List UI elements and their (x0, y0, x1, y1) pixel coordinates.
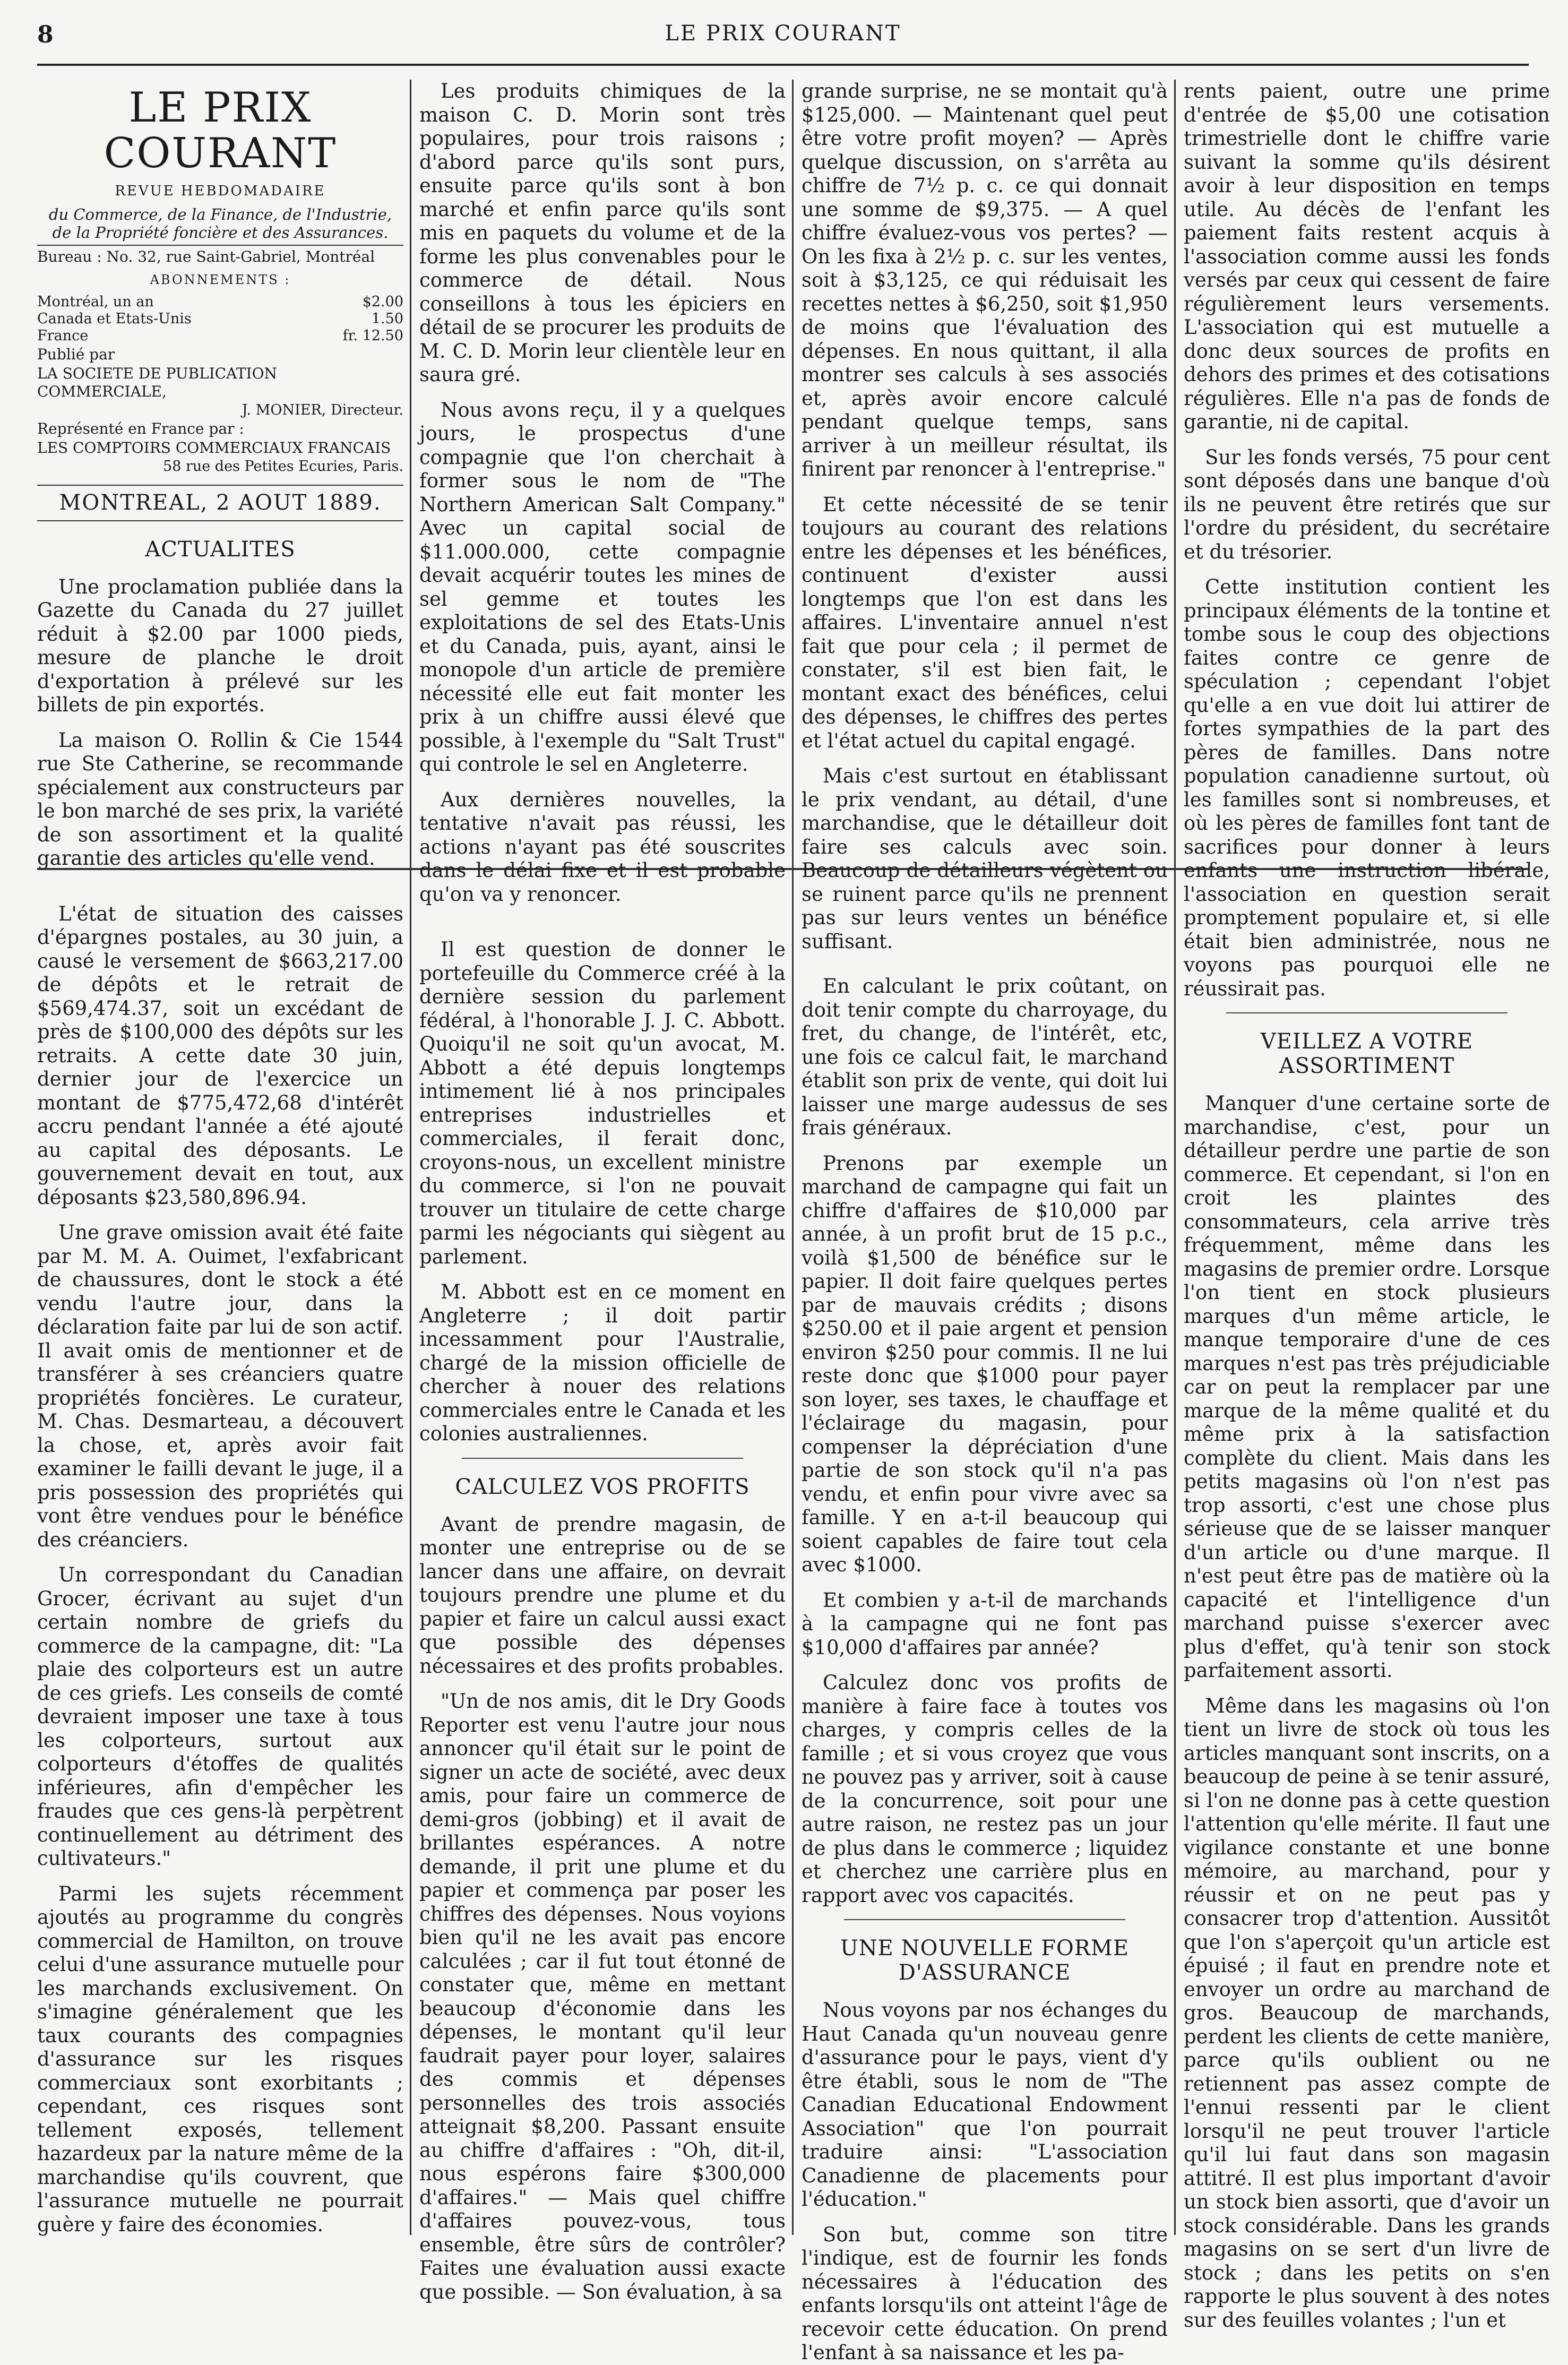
article-paragraph: L'état de situation des caisses d'épargnes postales, au 30 juin, a causé le versement de $663,217.00 de dépôts et le retrait de $569,474.37, soit un excédant de près de $100,000 des dépôts sur les retraits. A cette date 30 juin, dernier jour de l'exercice un montant de $775,472,68 d'intérêt accru pendant l'année a été ajouté au capital des déposants. Le gouvernement devait en tout, aux déposants $23,580,896.94. (37, 902, 403, 1209)
director: J. MONIER, Directeur. (242, 402, 403, 418)
article-paragraph: Il est question de donner le portefeuille du Commerce créé à la dernière session du parlement fédéral, à l'honorable J. J. C. Abbott. Quoiqu'il ne soit qu'un avocat, M. Abbott a été depuis longtemps intimement lié à nos principales entreprises industrielles et commerciales, il ferait donc, croyons-nous, un excellent ministre du commerce, si l'on ne pouvait trouver un titulaire de cette charge parmi les négociants qui siègent au parlement. (419, 938, 786, 1268)
article-paragraph: Les produits chimiques de la maison C. D. Morin sont très populaires, pour trois raisons ; d'abord parce qu'ils sont purs, ensuite parce qu'ils sont à bon marché et enfin parce qu'ils sont mis en paquets du volume et de la forme les plus convenables pour le commerce de détail. Nous conseillons à tous les épiciers en détail de se procurer les produits de M. C. D. Morin leur clientèle leur en saura gré. (419, 80, 786, 386)
page-number: 8 (37, 21, 54, 48)
column-rule (1174, 80, 1176, 2235)
section-title-calculez: CALCULEZ VOS PROFITS (455, 1474, 750, 1499)
article-paragraph: "Un de nos amis, dit le Dry Goods Reporter est venu l'autre jour nous annoncer qu'il était sur le point de signer un acte de société, avec deux amis, pour faire un commerce de demi-gros (jobbing) et il avait de brillantes espérances. A notre demande, il prit une plume et du papier et commença par poser les chiffres des dépenses. Nous voyions bien qu'il ne les avait pas encore calculées ; car il fut tout étonné de constater que, même en mettant beaucoup d'économie dans les dépenses, le montant qu'il leur faudrait payer pour loyer, salaires des commis et dépenses personnelles des trois associés atteignait $8,200. Passant ensuite au chiffre d'affaires : "Oh, dit-il, nous espérons faire $300,000 d'affaires." — Mais quel chiffre d'affaires pouvez-vous, tous ensemble, être sûrs de contrôler? Faites une évaluation aussi exacte que possible. — Son évaluation, à sa (419, 1690, 786, 2303)
section-title-assurance: UNE NOUVELLE FORME D'ASSURANCE (840, 1936, 1130, 1985)
subscriptions-label: ABONNEMENTS : (150, 272, 291, 287)
article-paragraph: Sur les fonds versés, 75 pour cent sont déposés dans une banque d'où ils ne peuvent être retirés que sur l'ordre du président, du secrétaire et du trésorier. (1184, 445, 1550, 563)
article-paragraph: Mais c'est surtout en établissant le prix vendant, au détail, d'une marchandise, que le détailleur doit faire ses calculs avec soin. Beaucoup de détailleurs végètent ou se ruinent parce qu'ils ne prennent pas sur leurs ventes un bénéfice suffisant. (802, 764, 1168, 953)
column-rule (792, 80, 794, 2235)
column-4 (1184, 80, 1550, 2332)
article-paragraph: Une grave omission avait été faite par M. M. A. Ouimet, l'exfabricant de chaussures, dont le stock a été vendu l'autre jour, dans la déclaration faite par lui de son actif. Il avait omis de mentionner et de transférer à ses créanciers quatre propriétés foncières. Le curateur, M. Chas. Desmarteau, a découvert la chose, et, après avoir fait examiner le failli devant le juge, il a pris possession des propriétés qui vont être vendues pour le bénéfice des créanciers. (37, 1221, 403, 1551)
running-header (37, 21, 1529, 66)
bureau-address: Bureau : No. 32, rue Saint-Gabriel, Montréal (37, 247, 375, 265)
france-rep: LES COMPTOIRS COMMERCIAUX FRANCAIS (37, 439, 391, 457)
publisher: LA SOCIETE DE PUBLICATION COMMERCIALE, (37, 365, 278, 400)
article-paragraph: Calculez donc vos profits de manière à faire face à toutes vos charges, y compris celles de la famille ; et si vous croyez que vous ne pouvez pas y arriver, soit à cause de la concurrence, soit pour une autre raison, ne restez pas un jour de plus dans le commerce ; liquidez et cherchez une carrière plus en rapport avec vos capacités. (802, 1671, 1168, 1907)
article-paragraph: Avant de prendre magasin, de monter une entreprise ou de se lancer dans une affaire, on devrait toujours prendre une plume et du papier et faire un calcul aussi exact que possible des dépenses nécessaires et des profits probables. (419, 1512, 786, 1678)
article-paragraph: Un correspondant du Canadian Grocer, écrivant au sujet d'un certain nombre de griefs du commerce de la campagne, dit: "La plaie des colporteurs est un autre de ces griefs. Les conseils de comté devraient imposer une taxe à tous les colporteurs, surtout aux colporteurs d'étoffes de qualités inférieures, afin d'empêcher les fraudes que ces gens-là perpètrent continuellement au détriment des cultivateurs." (37, 1563, 403, 1870)
article-paragraph: Aux dernières nouvelles, la tentative n'avait pas réussi, les actions n'ayant pas été souscrites dans le délai fixe et il est probable qu'on va y renoncer. (419, 788, 786, 906)
article-paragraph: Manquer d'une certaine sorte de marchandise, c'est, pour un détailleur perdre une partie de son commerce. Et cependant, si l'on en croit les plaintes des consommateurs, cela arrive très fréquemment, même dans les magasins de premier ordre. Lorsque l'on tient en stock plusieurs marques d'un même article, le manque temporaire d'une de ces marques n'est pas très préjudiciable car on peut la remplacer par une marque de la même qualité et du même prix à la satisfaction complète du client. Mais dans les petits magasins où l'on n'est pas trop assorti, c'est une chose plus sérieuse que de se laisser manquer d'un article ou d'une marque. Il n'est peut être pas de matière où la capacité et l'intelligence d'un marchand puisse s'exercer avec plus d'effet, qu'à tenir son stock parfaitement assorti. (1184, 1092, 1550, 1682)
france-rep-label: Représenté en France par : (37, 420, 244, 437)
article-paragraph: Et cette nécessité de se tenir toujours au courant des relations entre les dépenses et les bénéfices, continuent d'exister aussi longtemps que l'on est dans les affaires. L'inventaire annuel n'est fait que pour cela ; il permet de constater, s'il est bien fait, le montant exact des bénéfices, celui des dépenses, le chiffres des pertes et l'état actuel du capital engagé. (802, 493, 1168, 752)
column-2 (419, 80, 786, 2303)
article-paragraph: M. Abbott est en ce moment en Angleterre ; il doit partir incessamment pour l'Australie, chargé de la mission officielle de chercher à nouer des relations commerciales entre le Canada et les colonies australiennes. (419, 1280, 786, 1445)
column-1 (37, 80, 403, 2235)
article-paragraph: Une proclamation publiée dans la Gazette du Canada du 27 juillet réduit à $2.00 par 1000 pieds, mesure de planche le droit d'exportation à prélevé sur les billets de pin exportés. (37, 575, 403, 716)
article-paragraph: En calculant le prix coûtant, on doit tenir compte du charroyage, du fret, du change, de l'intérêt, etc, une fois ce calcul fait, le marchand établit son prix de vente, qui doit lui laisser une marge audessus de ses frais généraux. (802, 975, 1168, 1139)
section-title-veillez: VEILLEZ A VOTRE ASSORTIMENT (1260, 1029, 1474, 1078)
article-paragraph: Nous avons reçu, il y a quelques jours, le prospectus d'une compagnie que l'on cherchait à former sous le nom de "The Northern American Salt Company." Avec un capital social de $11.000.000, cette compagnie devait acquérir toutes les mines de sel gemme et toutes les exploitations de sel des Etats-Unis et du Canada, puis, ayant, ainsi le monopole d'un article de première nécessité elle eut fait monter les prix à un chiffre aussi élevé que possible, à l'exemple du "Salt Trust" qui controle le sel en Angleterre. (419, 398, 786, 776)
separator (462, 1458, 743, 1459)
article-paragraph: Son but, comme son titre l'indique, est de fournir les fonds nécessaires à l'éducation des enfants lorsqu'ils ont atteint l'âge de recevoir cette éducation. On prend l'enfant à sa naissance et les pa- (802, 2223, 1168, 2364)
article-paragraph: Cette institution contient les principaux éléments de la tontine et tombe sous le coup des objections faites contre ce genre de spéculation ; cependant l'objet qu'elle a en vue doit lui attirer de fortes sympathies de la part des pères de familles. Dans notre population canadienne surtout, où les familles sont si nombreuses, et où les pères de familles font tant de sacrifices pour donner à leurs enfants une instruction libérale, l'association en question serait promptement populaire et, si elle était bien administrée, nous ne voyons pas pourquoi elle ne réussirait pas. (1184, 575, 1550, 1000)
dateline: MONTREAL, 2 AOUT 1889. (37, 485, 403, 521)
france-address: 58 rue des Petites Ecuries, Paris. (163, 458, 403, 475)
column-rule (410, 80, 411, 2235)
article-paragraph: grande surprise, ne se montait qu'à $125,000. — Maintenant quel peut être votre profit moyen? — Après quelque discussion, on s'arrêta au chiffre de 7½ p. c. ce qui donnait une somme de $9,375. — A quel chiffre évaluez-vous vos pertes? — On les fixa à 2½ p. c. sur les ventes, soit à $3,125, ce qui réduisait les recettes nettes à $6,250, soit $1,950 de moins que l'évaluation des dépenses. En nous quittant, il alla montrer ses calculs à ses associés et, après avoir encore calculé pendant quelque temps, sans arriver à un meilleur résultat, ils finirent par renoncer à l'entreprise." (802, 80, 1168, 480)
article-paragraph: Même dans les magasins où l'on tient un livre de stock où tous les articles manquant sont inscrits, on a beaucoup de peine à se tenir assuré, si l'on ne donne pas à cette question l'attention qu'elle mérite. Il faut une vigilance constante et une bonne mémoire, au marchand, pour y réussir et on ne peut pas y consacrer trop d'attention. Aussitôt que l'on s'aperçoit qu'un article est épuisé ; il faut en prendre note et envoyer un ordre au marchand de gros. Beaucoup de marchands, perdent les clients de cette manière, parce qu'ils oublient ou ne retiennent pas assez compte de l'ennui ressenti par le client lorsqu'il ne peut trouver l'article qu'il lui faut dans son magasin attitré. Il est plus important d'avoir un stock bien assorti, que d'avoir un stock considérable. Dans les grands magasins on se sert d'un livre de stock ; dans les petits on s'en rapporte le plus souvent à des notes sur des feuilles volantes ; l'un et (1184, 1694, 1550, 2332)
article-paragraph: Nous voyons par nos échanges du Haut Canada qu'un nouveau genre d'assurance pour le pays, vient d'y être établi, sous le nom de "The Canadian Educational Endowment Association" que l'on pourrait traduire ainsi: "L'association Canadienne de placements pour l'éducation." (802, 1999, 1168, 2211)
masthead-title: LE PRIX COURANT (104, 84, 337, 177)
separator (1226, 1012, 1507, 1013)
article-paragraph: Prenons par exemple un marchand de campagne qui fait un chiffre d'affaires de $10,000 par année, à un profit brut de 15 p.c., voilà $1,500 de bénéfice sur le papier. Il doit faire quelques pertes par de mauvais crédits ; disons $250.00 et il paie argent et pension environ $250 pour commis. Il ne lui reste donc que $1000 pour payer son loyer, ses taxes, le chauffage et l'éclairage du magasin, pour compenser la dépréciation d'une partie de son stock qu'il n'a pas vendu, et enfin pour vivre avec sa famille. Y en a-t-il beaucoup qui soient capables de faire tout cela avec $1000. (802, 1151, 1168, 1576)
column-3 (802, 80, 1168, 2364)
section-title-actualites: ACTUALITES (145, 537, 296, 562)
masthead-description: du Commerce, de la Finance, de l'Industrie, de la Propriété foncière et des Assurances. (37, 205, 403, 246)
running-title: LE PRIX COURANT (665, 21, 901, 46)
article-paragraph: La maison O. Rollin & Cie 1544 rue Ste Catherine, se recommande spécialement aux constructeurs par le bon marché de ses prix, la variété de son assortiment et la qualité garantie des articles qu'elle vend. (37, 728, 403, 870)
rate-row: Canada et Etats-Unis 1.50 (37, 311, 403, 327)
article-paragraph: Parmi les sujets récemment ajoutés au programme du congrès commercial de Hamilton, on trouve celui d'une assurance mutuelle pour les marchands exclusivement. On s'imagine généralement que les taux courants des compagnies d'assurance sur les risques commerciaux sont exorbitants ; cependant, ces risques sont tellement exposés, tellement hazardeux par la nature même de la marchandise qu'ils couvrent, que l'assurance mutuelle ne pourrait guère y faire des économies. (37, 1882, 403, 2236)
published-by: Publié par (37, 346, 115, 363)
article-paragraph: rents paient, outre une prime d'entrée de $5,00 une cotisation trimestrielle dont le chiffre varie suivant la somme qu'ils désirent avoir à leur disposition en temps utile. Au décès de l'enfant les paiement faits restent acquis à l'association comme aussi les fonds versés par ceux qui cessent de faire régulièrement leurs versements. L'association qui est mutuelle a donc deux sources de profits en dehors des primes et des cotisations régulières. Elle n'a pas de fonds de garantie, ni de capital. (1184, 80, 1550, 433)
separator (844, 1919, 1125, 1920)
rate-row: France fr. 12.50 (37, 328, 403, 344)
article-paragraph: Et combien y a-t-il de marchands à la campagne qui ne font pas $10,000 d'affaires par année? (802, 1588, 1168, 1659)
masthead-subtitle: REVUE HEBDOMADAIRE (115, 183, 326, 199)
rate-row: Montréal, un an $2.00 (37, 294, 403, 310)
